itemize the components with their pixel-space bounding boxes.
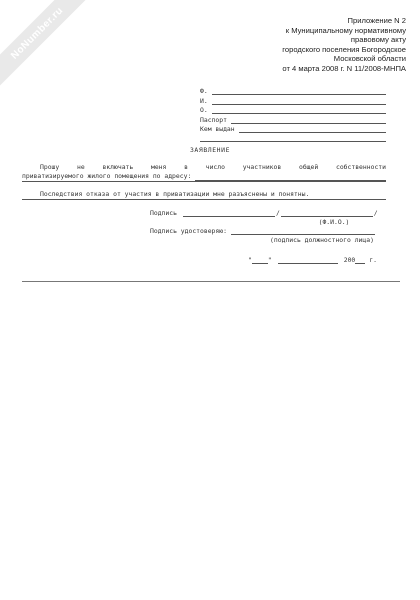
bottom-rule [22, 281, 400, 282]
header-line: Приложение N 2 [347, 16, 406, 25]
field-issued-by-continued[interactable] [200, 133, 386, 142]
consequences-paragraph: Последствия отказа от участия в приватизации мне разъяснены и понятны. [40, 190, 310, 198]
field-passport-label: Паспорт [200, 115, 227, 124]
field-issued-by-label: Кем выдан [200, 124, 235, 133]
fio-caption: (Ф.И.О.) [318, 218, 350, 226]
date-close-quote: " [267, 256, 272, 264]
request-word: общей [298, 163, 319, 171]
request-word: число [205, 163, 225, 171]
watermark-band [0, 0, 105, 101]
request-word: в [184, 163, 188, 171]
official-caption-row [150, 235, 390, 244]
header-line: к Муниципальному нормативному [285, 25, 406, 35]
signature-block [150, 208, 390, 226]
address-input-line[interactable] [195, 173, 386, 181]
date-open-quote: " [248, 256, 252, 264]
request-word: включать [102, 163, 134, 171]
document-title: ЗАЯВЛЕНИЕ [189, 146, 231, 154]
signature-label: Подпись [150, 209, 177, 217]
address-continuation-line[interactable] [22, 181, 386, 182]
field-name[interactable] [200, 95, 386, 104]
request-word: собственности [335, 163, 386, 171]
fio-caption-row [150, 217, 390, 226]
request-word: меня [150, 163, 167, 171]
appendix-header [186, 16, 406, 74]
request-word: не [77, 163, 85, 171]
official-signature-line[interactable] [231, 227, 375, 235]
year-prefix: 200 [343, 256, 356, 264]
request-address-label: приватизируемого жилого помещения по адресу: [22, 172, 192, 180]
field-issued-by-line-2[interactable] [200, 134, 386, 142]
field-surname-line[interactable] [212, 87, 386, 95]
day-line[interactable] [252, 256, 268, 264]
header-line: городского поселения Богородское [282, 44, 406, 54]
field-surname[interactable] [200, 86, 386, 95]
field-surname-label: Ф. [200, 87, 208, 96]
certification-label: Подпись удостоверяю: [150, 227, 227, 235]
signature-line[interactable] [183, 209, 275, 217]
signature-slash: / [275, 209, 280, 217]
field-name-line[interactable] [212, 97, 386, 105]
request-line-1 [22, 163, 386, 172]
official-caption: (подпись должностного лица) [270, 236, 374, 244]
request-word: участников [242, 163, 282, 171]
watermark [0, 0, 112, 114]
signature-slash-end: / [373, 209, 378, 217]
month-line[interactable] [278, 256, 338, 264]
paragraph-rule [22, 199, 386, 200]
field-passport-line[interactable] [231, 116, 386, 124]
field-patronymic-label: О. [200, 106, 208, 115]
field-issued-by[interactable] [200, 124, 386, 133]
fio-line[interactable] [281, 209, 373, 217]
certification-row [150, 226, 390, 235]
field-patronymic-line[interactable] [212, 106, 386, 114]
year-line[interactable] [355, 256, 365, 264]
header-line: от 4 марта 2008 г. N 11/2008-МНПА [282, 63, 406, 73]
request-paragraph [22, 163, 386, 181]
certification-block [150, 226, 390, 244]
request-line-2 [22, 172, 386, 181]
field-passport[interactable] [200, 114, 386, 123]
header-line: правовому акту [350, 35, 406, 45]
date-row [248, 255, 377, 264]
signature-row [150, 208, 390, 217]
year-suffix: г. [369, 256, 377, 264]
header-line: Московской области [333, 54, 406, 64]
field-issued-by-line[interactable] [239, 125, 386, 133]
watermark-text: NoNumber.ru [8, 4, 66, 62]
applicant-fields [200, 86, 386, 142]
field-name-label: И. [200, 96, 208, 105]
request-word: Прошу [40, 163, 60, 171]
field-patronymic[interactable] [200, 105, 386, 114]
